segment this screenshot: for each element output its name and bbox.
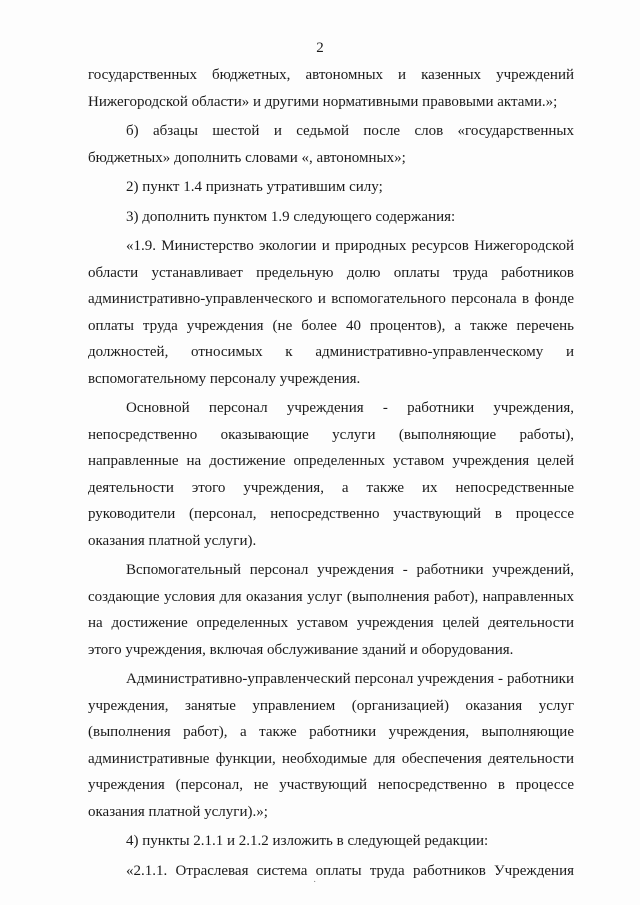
text-line: деятельности этого учреждения, а также их непосредственные bbox=[88, 479, 574, 496]
text-line: 2) пункт 1.4 признать утратившим силу; bbox=[126, 179, 383, 195]
text-line: оказания платной услуги). bbox=[88, 532, 257, 549]
text-line: оплаты труда учреждения (не более 40 процентов), а также перечень bbox=[88, 317, 574, 334]
text-line: 4) пункты 2.1.1 и 2.1.2 изложить в следующей редакции: bbox=[126, 833, 489, 849]
text-line: непосредственно оказывающие услуги (выполняющие работы), bbox=[88, 426, 574, 443]
paragraph bbox=[88, 233, 574, 392]
text-line: Нижегородской области» и другими нормативными правовыми актами.»; bbox=[88, 93, 558, 110]
paragraph bbox=[88, 858, 574, 885]
text-line: 3) дополнить пунктом 1.9 следующего содержания: bbox=[126, 208, 456, 225]
text-line: государственных бюджетных, автономных и казенных учреждений bbox=[88, 67, 574, 83]
paragraph bbox=[88, 557, 574, 663]
page-number: 2 bbox=[316, 40, 324, 56]
text-line: на достижение определенных уставом учреждения целей деятельности bbox=[88, 615, 574, 631]
paragraph bbox=[88, 666, 574, 825]
text-line: бюджетных» дополнить словами «, автономных»; bbox=[88, 149, 406, 166]
text-line: «2.1.1. Отраслевая система оплаты труда работников Учреждения bbox=[126, 862, 574, 879]
text-line: области устанавливает предельную долю оплаты труда работников bbox=[88, 264, 574, 281]
text-line: Основной персонал учреждения - работники учреждения, bbox=[126, 400, 574, 416]
text-line: б) абзацы шестой и седьмой после слов «государственных bbox=[126, 123, 574, 139]
text-line: вспомогательному персоналу учреждения. bbox=[88, 370, 361, 387]
text-line: Административно-управленческий персонал учреждения - работники bbox=[126, 671, 574, 687]
paragraph bbox=[88, 828, 574, 855]
text-line: учреждения (персонал, не участвующий непосредственно в процессе bbox=[88, 777, 574, 793]
scan-mark: ˙ bbox=[313, 880, 317, 891]
text-line: этого учреждения, включая обслуживание зданий и оборудования. bbox=[88, 641, 514, 658]
text-line: направленные на достижение определенных уставом учреждения целей bbox=[88, 453, 574, 469]
text-line: административные функции, необходимые для обеспечения деятельности bbox=[88, 750, 574, 767]
text-line: (выполнения работ), а также работники учреждения, выполняющие bbox=[88, 724, 574, 740]
text-line: должностей, относимых к административно-управленческому и bbox=[88, 344, 574, 360]
paragraph bbox=[88, 204, 574, 231]
text-line: создающие условия для оказания услуг (выполнения работ), направленных bbox=[88, 588, 574, 605]
text-line: «1.9. Министерство экологии и природных ресурсов Нижегородской bbox=[126, 238, 574, 254]
paragraph bbox=[88, 118, 574, 171]
text-line: административно-управленческого и вспомогательного персонала в фонде bbox=[88, 291, 574, 307]
paragraph bbox=[88, 174, 574, 201]
text-line: учреждения, занятые управлением (организацией) оказания услуг bbox=[88, 697, 574, 714]
text-line: оказания платной услуги).»; bbox=[88, 803, 268, 820]
text-line: руководители (персонал, непосредственно участвующий в процессе bbox=[88, 506, 574, 522]
text-line: Вспомогательный персонал учреждения - работники учреждений, bbox=[126, 562, 574, 578]
document-body bbox=[88, 62, 574, 884]
paragraph bbox=[88, 395, 574, 554]
paragraph bbox=[88, 62, 574, 115]
